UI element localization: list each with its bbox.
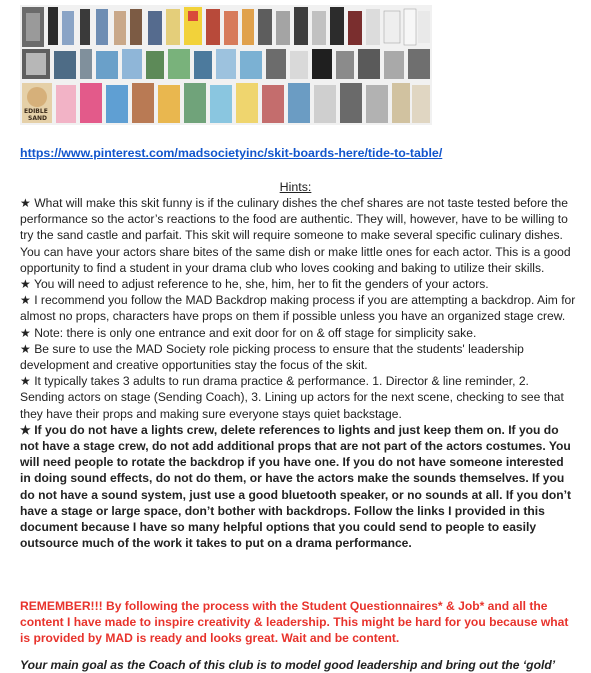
hint-item: ★ Be sure to use the MAD Society role picking process to ensure that the students' leadership development and creative opportunities stay the focus of the skit. [20,341,524,373]
hint-item: ★ Note: there is only one entrance and exit door for on & off stage for simplicity sake. [20,325,477,340]
hint-item: ★ I recommend you follow the MAD Backdrop making process if you are attempting a backdrop. Aim for almost no props, characters have props on them if possible unless you have an organized stage crew. [20,293,576,324]
hint-item: ★ What will make this skit funny is if the culinary dishes the chef shares are not taste tested before the performance so the actor’s reactions to the food are authentic. They will, however, have to be willing to try the sand castle and parfait. This skit will require someone to make several specific culinary dishes. You can have your actors share bites of the same dish or make little ones for each actor. This is a good opportunity to find a student in your drama club who loves cooking and baking to utilize their skills. [20,196,571,275]
pinterest-board-link[interactable]: https://www.pinterest.com/madsocietyinc/skit-boards-here/tide-to-table/ [20,146,443,160]
hints-list [20,195,576,551]
svg-text:SAND: SAND [28,115,47,122]
hint-item: ★ You will need to adjust reference to he, she, him, her to fit the genders of your actors. [20,277,489,292]
svg-text:EDIBLE: EDIBLE [24,108,48,115]
remember-note: REMEMBER!!! By following the process with the Student Questionnaires* & Job* and all the content I have made to inspire creativity & leadership. This might be hard for you because what is provided by MAD is ready and looks great. Wait and be content. [20,599,569,646]
hint-item: ★ It typically takes 3 adults to run drama practice & performance. 1. Director & line reminder, 2. Sending actors on stage (Sending Coach), 3. Lining up actors for the next scene, checking to see that they have their props and making sure everyone stays quiet backstage. [20,374,564,421]
collage-graphic [20,5,432,125]
pinterest-collage-image [20,5,432,125]
hint-item-bold: ★ If you do not have a lights crew, delete references to lights and just keep them on. If you do not have a stage crew, do not add additional props that are not part of the actors costumes. You will need people to rotate the backdrop if you have one. If you do not have someone interested in doing sound effects, do not do them, or have the actors make the sounds themselves. If you do not have a sound system, just use a good bluetooth speaker, or no sounds at all. If you don’t have a stage or large space, don’t bother with backdrops. Follow the links I provided in this document because I have so many helpful options that you could send to people to easily outsource much of the work it takes to put on a drama performance. [20,422,572,551]
hints-heading: Hints: [279,180,312,194]
coach-goal-text: Your main goal as the Coach of this club is to model good leadership and bring out the ‘gold’ [20,658,556,672]
